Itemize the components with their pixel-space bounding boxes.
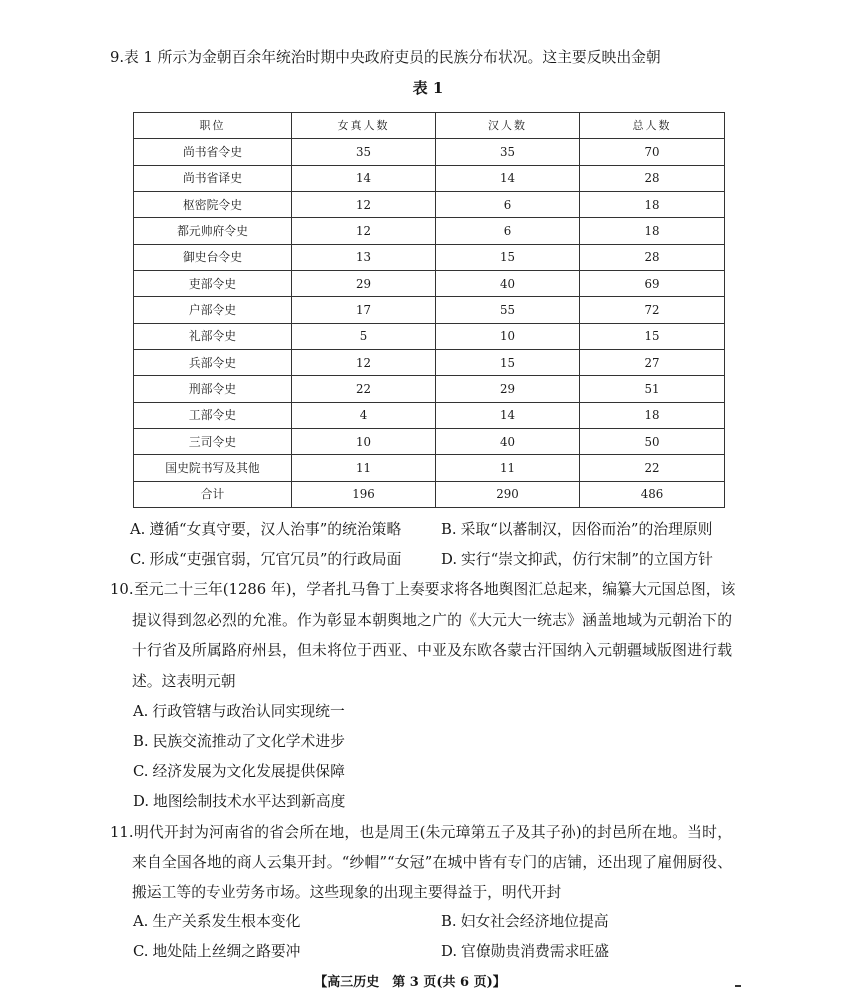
q11-number: 11. — [110, 824, 134, 841]
q9-option-b — [441, 515, 712, 545]
cell-position: 户部令史 — [134, 297, 292, 323]
q10-option-c — [133, 757, 345, 787]
cell-total-count: 28 — [580, 244, 725, 270]
table-row — [134, 349, 725, 375]
option-label: C. — [130, 551, 146, 568]
cell-position: 御史台令史 — [134, 244, 292, 270]
cell-han-count: 14 — [436, 165, 580, 191]
q11-option-c — [133, 937, 300, 967]
cell-total-count: 486 — [580, 481, 725, 507]
option-text: 行政管辖与政治认同实现统一 — [152, 703, 345, 720]
table-row — [134, 376, 725, 402]
cell-jurchen-count: 29 — [292, 270, 436, 296]
table-body — [134, 139, 725, 508]
cell-total-count: 28 — [580, 165, 725, 191]
cell-total-count: 27 — [580, 349, 725, 375]
table-row — [134, 297, 725, 323]
q11-stem-line: 明代开封为河南省的省会所在地，也是周王(朱元璋第五子及其子孙)的封邑所在地。当时， — [134, 824, 732, 841]
page-mark — [735, 985, 741, 987]
cell-han-count: 29 — [436, 376, 580, 402]
option-text: 地图绘制技术水平达到新高度 — [153, 793, 346, 810]
option-label: B. — [441, 521, 457, 538]
cell-han-count: 55 — [436, 297, 580, 323]
option-text: 官僚勋贵消费需求旺盛 — [461, 943, 610, 960]
option-label: C. — [133, 943, 149, 960]
cell-position: 枢密院令史 — [134, 191, 292, 217]
cell-jurchen-count: 5 — [292, 323, 436, 349]
q9-option-d — [441, 545, 713, 575]
cell-position: 三司令史 — [134, 428, 292, 454]
cell-jurchen-count: 17 — [292, 297, 436, 323]
q10-option-d — [133, 787, 345, 817]
table-total-row — [134, 481, 725, 507]
q9-number: 9. — [110, 49, 125, 66]
table-row — [134, 270, 725, 296]
cell-position: 尚书省令史 — [134, 139, 292, 165]
cell-han-count: 11 — [436, 455, 580, 481]
table-row — [134, 244, 725, 270]
option-label: B. — [441, 913, 457, 930]
header-total-count: 总人数 — [580, 113, 725, 139]
table-caption: 表 1 — [412, 79, 444, 97]
data-table — [133, 112, 725, 508]
q11-option-a — [133, 907, 300, 937]
cell-jurchen-count: 22 — [292, 376, 436, 402]
cell-han-count: 15 — [436, 349, 580, 375]
cell-han-count: 40 — [436, 270, 580, 296]
q10-number: 10. — [110, 581, 134, 598]
option-label: C. — [133, 763, 149, 780]
option-label: D. — [133, 793, 150, 810]
cell-jurchen-count: 4 — [292, 402, 436, 428]
cell-han-count: 15 — [436, 244, 580, 270]
cell-jurchen-count: 12 — [292, 218, 436, 244]
cell-total-count: 69 — [580, 270, 725, 296]
cell-total-count: 50 — [580, 428, 725, 454]
cell-total-count: 72 — [580, 297, 725, 323]
cell-jurchen-count: 35 — [292, 139, 436, 165]
header-jurchen-count: 女真人数 — [292, 113, 436, 139]
q10-stem-line: 至元二十三年(1286 年)，学者扎马鲁丁上奏要求将各地舆图汇总起来，编纂大元国总图，该 — [134, 581, 736, 598]
cell-position: 尚书省译史 — [134, 165, 292, 191]
cell-position: 兵部令史 — [134, 349, 292, 375]
option-text: 生产关系发生根本变化 — [152, 913, 301, 930]
option-text: 实行“崇文抑武，仿行宋制”的立国方针 — [461, 551, 713, 568]
cell-position: 吏部令史 — [134, 270, 292, 296]
option-text: 遵循“女真守要，汉人治事”的统治策略 — [149, 521, 402, 538]
option-label: A. — [133, 913, 149, 930]
cell-total-count: 15 — [580, 323, 725, 349]
q11-stem-line: 搬运工等的专业劳务市场。这些现象的出现主要得益于，明代开封 — [132, 884, 562, 901]
table-row — [134, 218, 725, 244]
table-row — [134, 402, 725, 428]
cell-position: 刑部令史 — [134, 376, 292, 402]
option-text: 妇女社会经济地位提高 — [460, 913, 609, 930]
header-position: 职位 — [134, 113, 292, 139]
cell-total-count: 18 — [580, 402, 725, 428]
option-text: 形成“吏强官弱，冗官冗员”的行政局面 — [149, 551, 402, 568]
option-text: 地处陆上丝绸之路要冲 — [152, 943, 301, 960]
option-label: A. — [130, 521, 146, 538]
option-text: 民族交流推动了文化学术进步 — [152, 733, 345, 750]
q10-option-b — [133, 727, 345, 757]
cell-position: 工部令史 — [134, 402, 292, 428]
cell-han-count: 35 — [436, 139, 580, 165]
cell-jurchen-count: 12 — [292, 191, 436, 217]
cell-jurchen-count: 10 — [292, 428, 436, 454]
table-header-row — [134, 113, 725, 139]
cell-jurchen-count: 11 — [292, 455, 436, 481]
table-row — [134, 323, 725, 349]
cell-position: 国史院书写及其他 — [134, 455, 292, 481]
option-label: D. — [441, 551, 458, 568]
table-row — [134, 165, 725, 191]
q9-option-c — [130, 545, 401, 575]
option-label: D. — [441, 943, 458, 960]
option-text: 经济发展为文化发展提供保障 — [152, 763, 345, 780]
cell-han-count: 10 — [436, 323, 580, 349]
q11-stem-line: 来自全国各地的商人云集开封。“纱帽”“女冠”在城中皆有专门的店铺，还出现了雇佣厨役、 — [132, 854, 732, 871]
cell-han-count: 290 — [436, 481, 580, 507]
q9-option-a — [130, 515, 401, 545]
cell-han-count: 6 — [436, 191, 580, 217]
page-footer: 【高三历史 第 3 页(共 6 页)】 — [314, 975, 506, 990]
q9-stem: 表 1 所示为金朝百余年统治时期中央政府吏员的民族分布状况。这主要反映出金朝 — [124, 49, 661, 66]
cell-jurchen-count: 12 — [292, 349, 436, 375]
q10-stem-line: 提议得到忽必烈的允准。作为彰显本朝舆地之广的《大元大一统志》涵盖地域为元朝治下的 — [132, 611, 732, 629]
cell-total-count: 70 — [580, 139, 725, 165]
cell-han-count: 14 — [436, 402, 580, 428]
cell-position: 礼部令史 — [134, 323, 292, 349]
table-row — [134, 428, 725, 454]
cell-position: 都元帅府令史 — [134, 218, 292, 244]
table-row — [134, 139, 725, 165]
cell-jurchen-count: 196 — [292, 481, 436, 507]
cell-jurchen-count: 13 — [292, 244, 436, 270]
option-label: B. — [133, 733, 149, 750]
q10-option-a — [133, 697, 345, 727]
table-row — [134, 191, 725, 217]
q10-stem-line: 十行省及所属路府州县，但未将位于西亚、中亚及东欧各蒙古汗国纳入元朝疆域版图进行载 — [132, 642, 732, 659]
cell-han-count: 6 — [436, 218, 580, 244]
option-text: 采取“以蕃制汉，因俗而治”的治理原则 — [460, 521, 713, 538]
cell-han-count: 40 — [436, 428, 580, 454]
table-row — [134, 455, 725, 481]
cell-total-count: 18 — [580, 191, 725, 217]
q10-stem-line: 述。这表明元朝 — [132, 672, 236, 690]
header-han-count: 汉人数 — [436, 113, 580, 139]
cell-total-count: 22 — [580, 455, 725, 481]
q11-option-b — [441, 907, 609, 937]
cell-total-count: 18 — [580, 218, 725, 244]
cell-jurchen-count: 14 — [292, 165, 436, 191]
cell-position: 合计 — [134, 481, 292, 507]
option-label: A. — [133, 703, 149, 720]
cell-total-count: 51 — [580, 376, 725, 402]
q11-option-d — [441, 937, 609, 967]
